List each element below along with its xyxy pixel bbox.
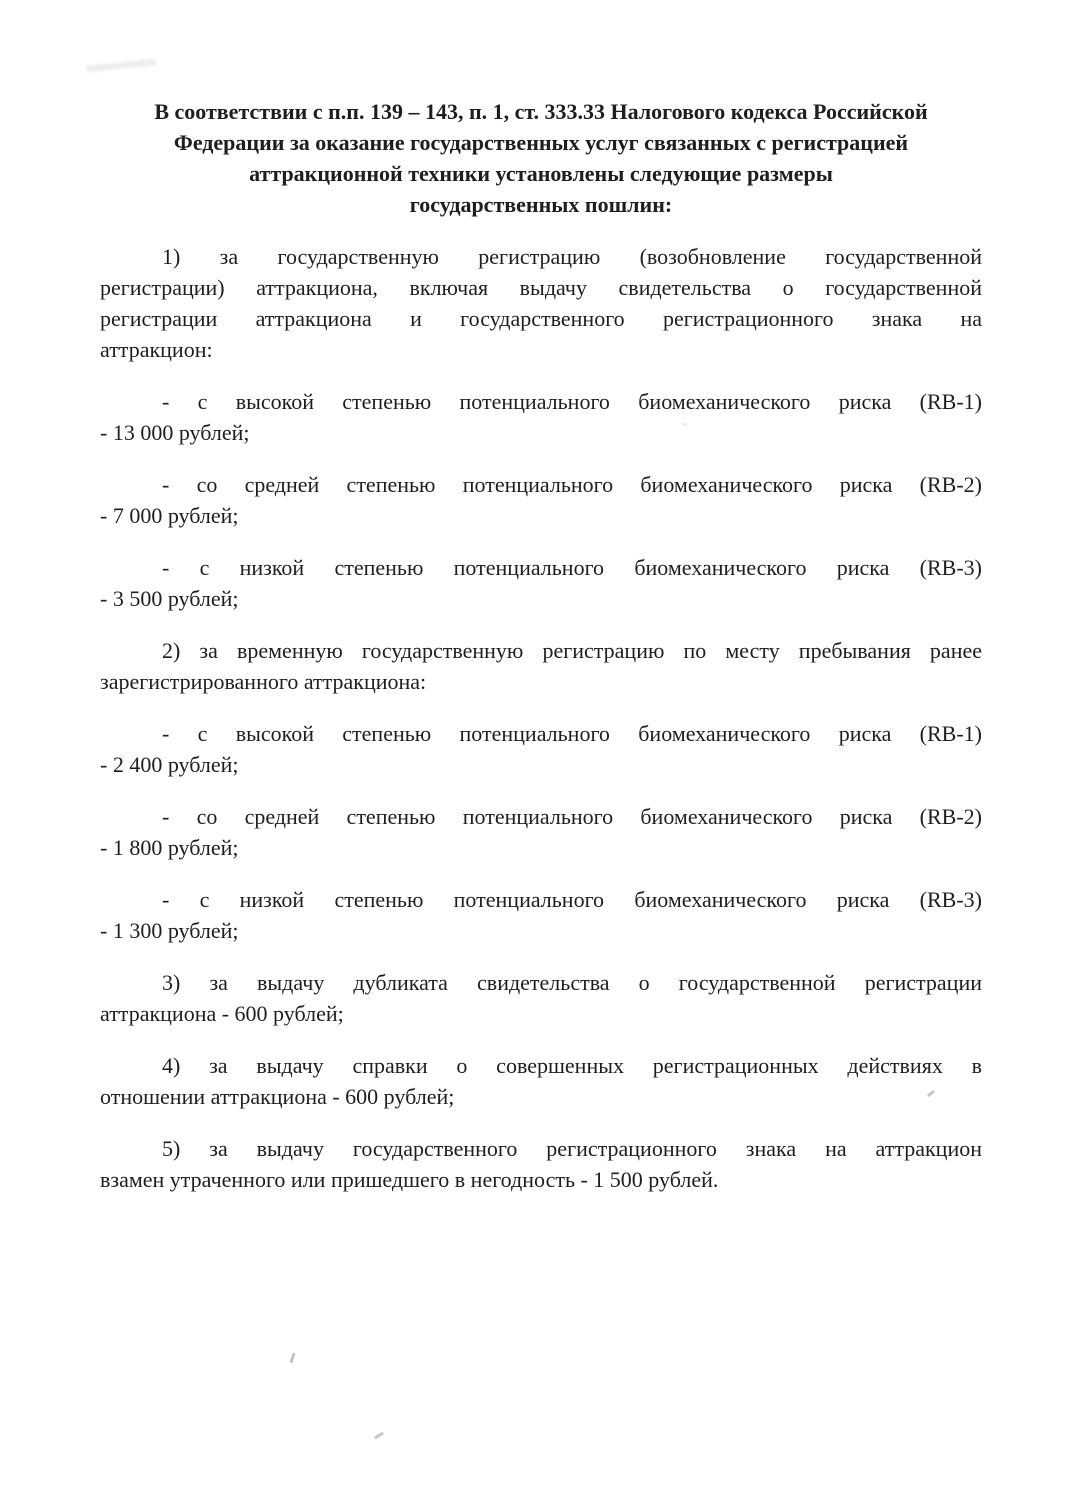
- document-heading: [100, 96, 982, 220]
- text-line: отношении аттракциона - 600 рублей;: [100, 1084, 455, 1109]
- text-line: аттракцион:: [100, 337, 213, 362]
- text-line: - с высокой степенью потенциального биомеханического риска (RB-1): [162, 721, 982, 746]
- text-line: - со средней степенью потенциального биомеханического риска (RB-2): [162, 472, 982, 497]
- scan-artifact: [374, 1432, 384, 1440]
- heading-line: Федерации за оказание государственных услуг связанных с регистрацией: [173, 130, 909, 155]
- document-content: [100, 96, 982, 1195]
- paragraph: [100, 469, 982, 531]
- scan-artifact: [290, 1353, 296, 1363]
- paragraph: [100, 1050, 982, 1112]
- scan-artifact: [86, 58, 156, 72]
- text-line: 2) за временную государственную регистрацию по месту пребывания ранее: [162, 638, 982, 663]
- text-line: - 2 400 рублей;: [100, 752, 239, 777]
- paragraph: [100, 801, 982, 863]
- paragraph: [100, 967, 982, 1029]
- text-line: - с низкой степенью потенциального биомеханического риска (RB-3): [162, 887, 982, 912]
- text-line: регистрации аттракциона и государственного регистрационного знака на: [100, 306, 982, 331]
- text-line: 4) за выдачу справки о совершенных регистрационных действиях в: [162, 1053, 982, 1078]
- text-line: - 1 800 рублей;: [100, 835, 239, 860]
- heading-line: В соответствии с п.п. 139 – 143, п. 1, ст. 333.33 Налогового кодекса Российской: [154, 99, 928, 124]
- text-line: - 1 300 рублей;: [100, 918, 239, 943]
- text-line: аттракциона - 600 рублей;: [100, 1001, 344, 1026]
- text-line: - с низкой степенью потенциального биомеханического риска (RB-3): [162, 555, 982, 580]
- text-line: - с высокой степенью потенциального биомеханического риска (RB-1): [162, 389, 982, 414]
- paragraph: [100, 552, 982, 614]
- text-line: регистрации) аттракциона, включая выдачу свидетельства о государственной: [100, 275, 982, 300]
- paragraph: [100, 884, 982, 946]
- paragraph: [100, 718, 982, 780]
- paragraph: [100, 635, 982, 697]
- text-line: взамен утраченного или пришедшего в негодность - 1 500 рублей.: [100, 1167, 719, 1192]
- paragraph: [100, 1133, 982, 1195]
- text-line: - 7 000 рублей;: [100, 503, 239, 528]
- scan-artifact: [683, 423, 687, 426]
- text-line: - 13 000 рублей;: [100, 420, 250, 445]
- text-line: 1) за государственную регистрацию (возобновление государственной: [162, 244, 982, 269]
- paragraph: [100, 386, 982, 448]
- heading-line: аттракционной техники установлены следующие размеры: [249, 161, 833, 186]
- document-body: [100, 241, 982, 1195]
- text-line: 5) за выдачу государственного регистрационного знака на аттракцион: [162, 1136, 982, 1161]
- text-line: - 3 500 рублей;: [100, 586, 239, 611]
- text-line: зарегистрированного аттракциона:: [100, 669, 427, 694]
- heading-line: государственных пошлин:: [409, 192, 673, 217]
- text-line: 3) за выдачу дубликата свидетельства о государственной регистрации: [162, 970, 982, 995]
- text-line: - со средней степенью потенциального биомеханического риска (RB-2): [162, 804, 982, 829]
- paragraph: [100, 241, 982, 365]
